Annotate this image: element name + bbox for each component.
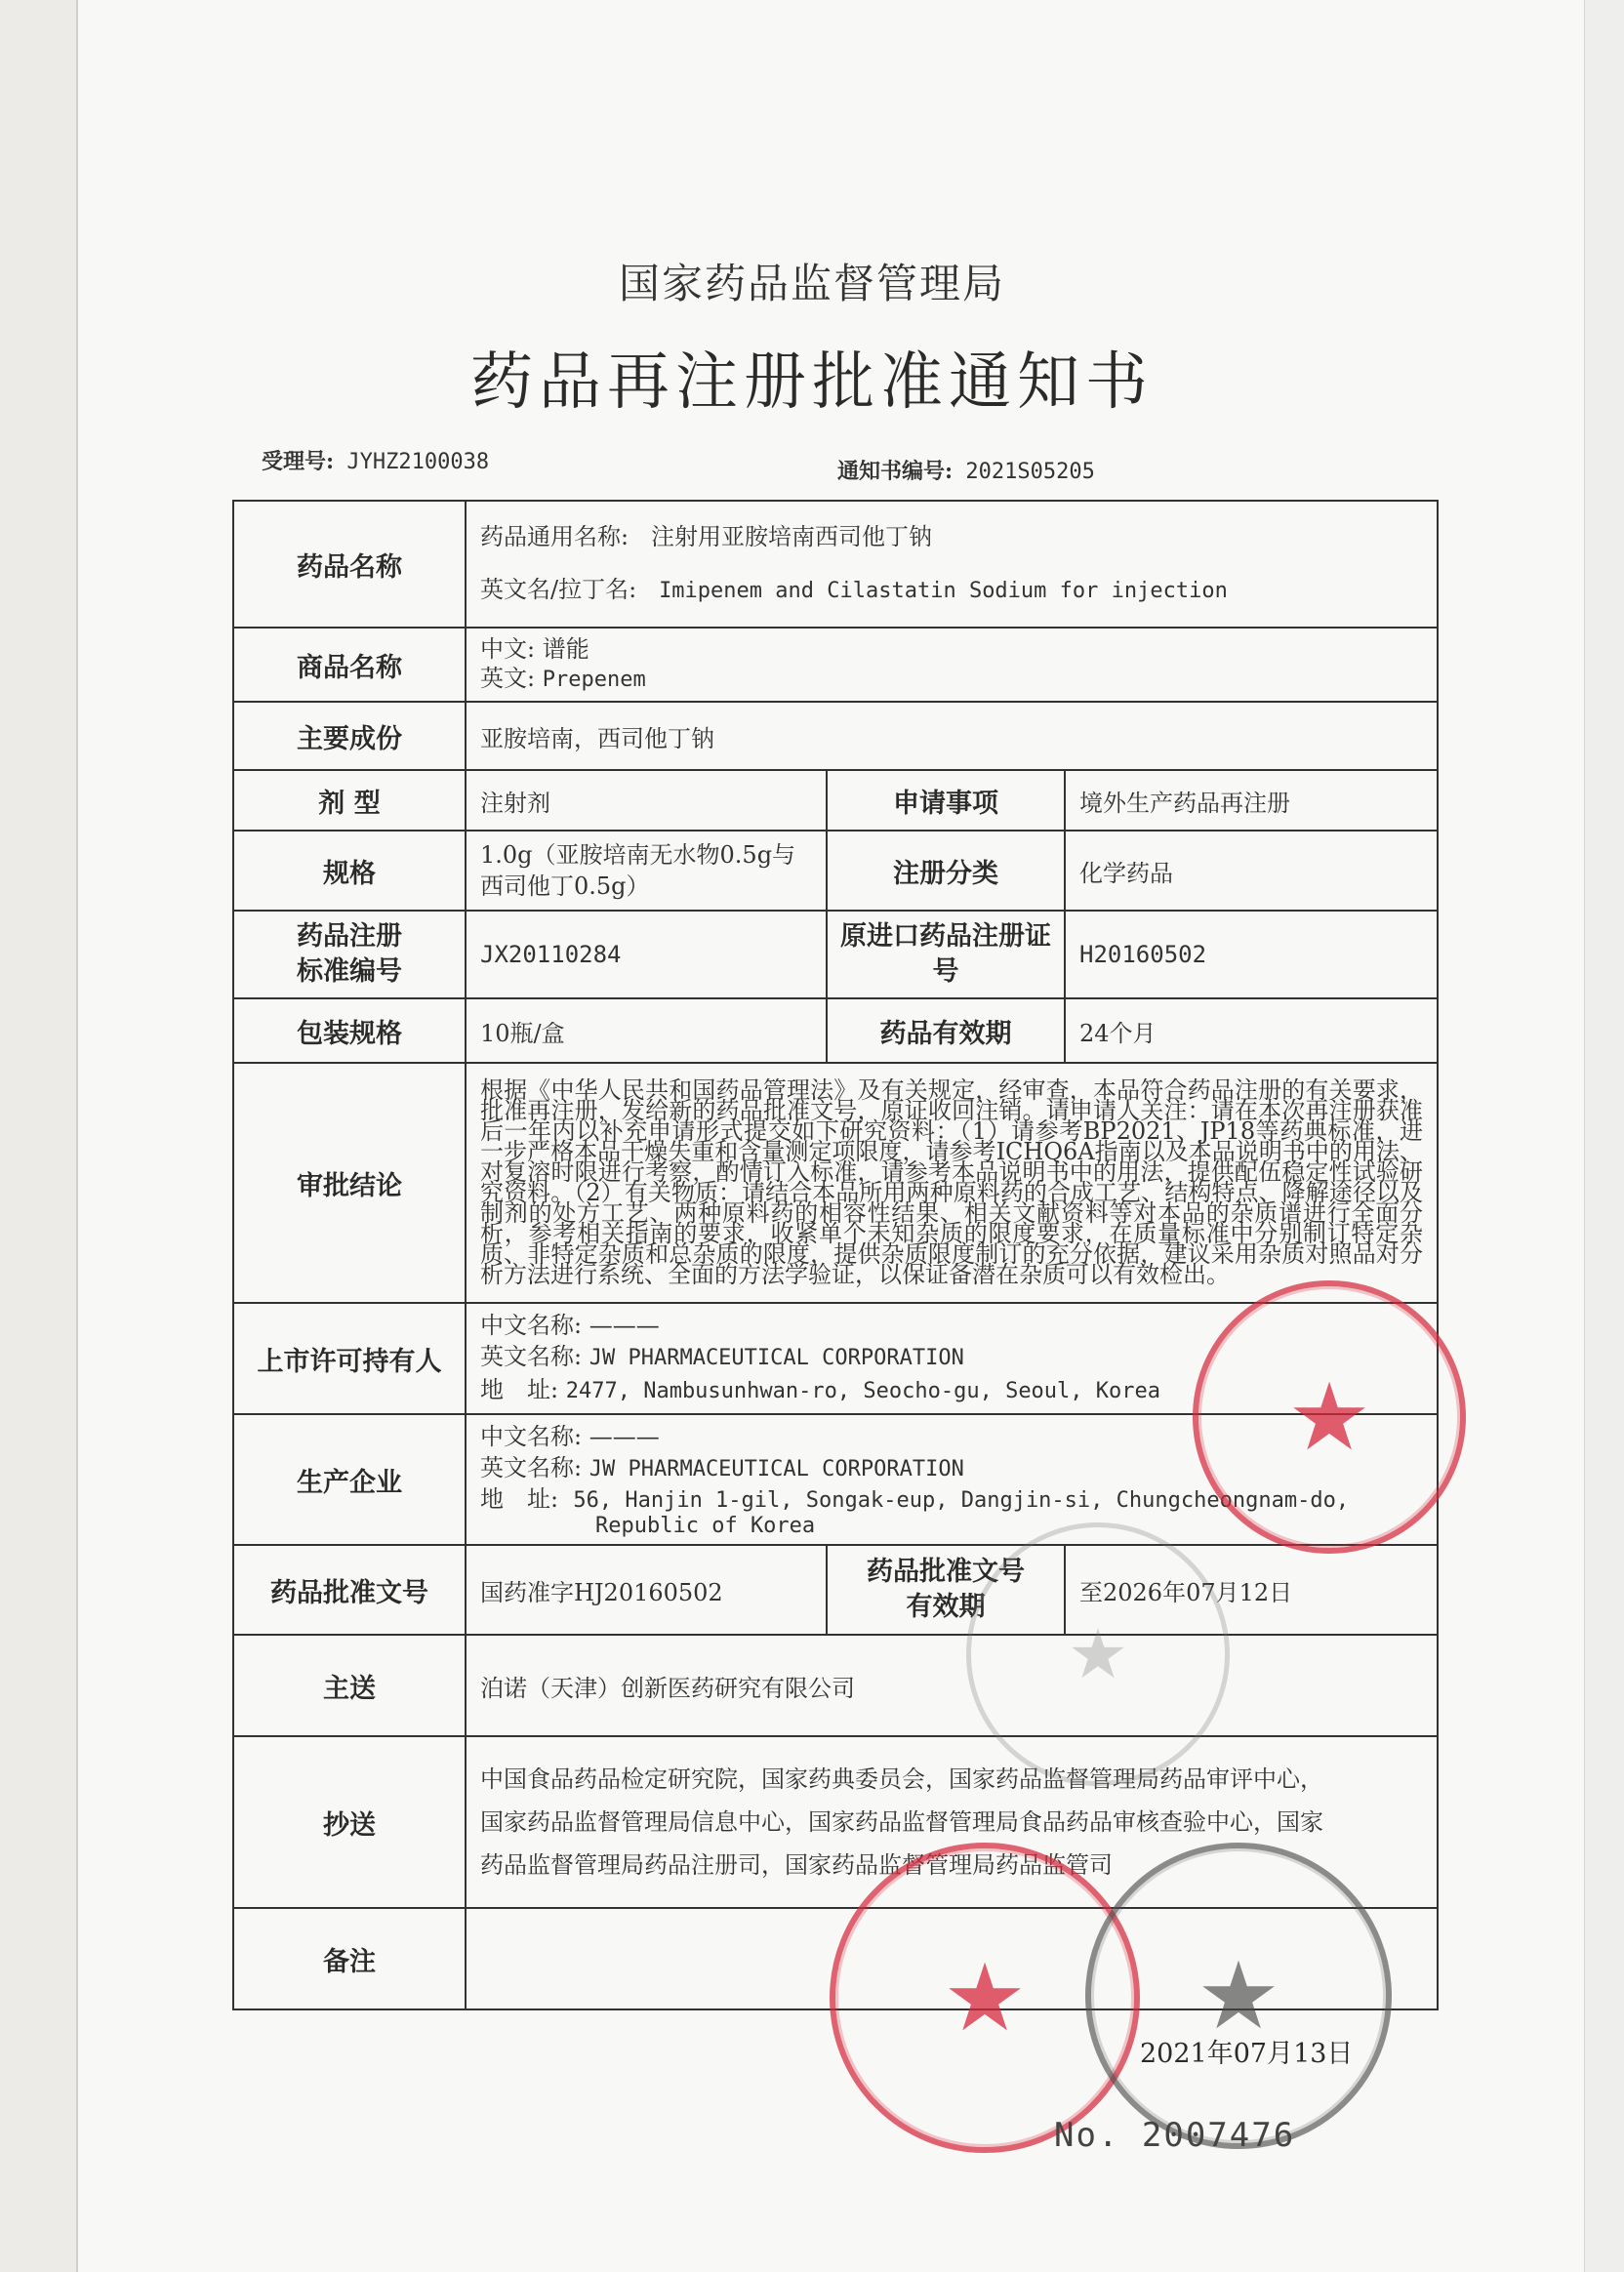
holder-addr-label: 地 址:	[480, 1376, 559, 1403]
approval-validity-label-1: 药品批准文号	[867, 1557, 1025, 1587]
mfr-addr-line-2: Republic of Korea	[595, 1514, 816, 1538]
orig-import-value: H20160502	[1065, 911, 1438, 998]
dosage-form-label: 剂 型	[233, 770, 466, 831]
row-trade-name	[233, 628, 1438, 702]
reg-category-value: 化学药品	[1065, 831, 1438, 911]
validity-value: 24个月	[1065, 998, 1438, 1063]
spec-cell	[466, 831, 827, 911]
authority-registration-seal	[1085, 1843, 1392, 2149]
holder-cn-value: ———	[589, 1312, 660, 1339]
trade-name-label: 商品名称	[233, 628, 466, 702]
serial-number: No. 2007476	[1054, 2116, 1296, 2155]
notice-label: 通知书编号:	[837, 459, 954, 484]
issuing-authority: 国家药品监督管理局	[618, 260, 1005, 307]
cc-line-3: 药品监督管理局药品注册司，国家药品监督管理局药品监管司	[480, 1851, 1113, 1879]
mfr-addr-label: 地 址:	[480, 1485, 559, 1513]
drug-name-cell	[466, 501, 1438, 628]
holder-en-value: JW PHARMACEUTICAL CORPORATION	[589, 1346, 964, 1370]
orig-import-label-2: 号	[932, 956, 959, 987]
packaging-label: 包装规格	[233, 998, 466, 1063]
issue-date: 2021年07月13日	[1140, 2039, 1354, 2069]
seal-star-icon: ★	[1286, 1362, 1372, 1472]
english-name-label: 英文名/拉丁名:	[480, 576, 637, 603]
generic-name-value: 注射用亚胺培南西司他丁钠	[650, 523, 932, 550]
trade-en-label: 英文:	[480, 665, 536, 692]
seal-star-icon: ★	[1196, 1941, 1281, 2050]
english-name-value: Imipenem and Cilastatin Sodium for injection	[659, 579, 1228, 603]
row-dosage-form	[233, 770, 1438, 831]
spec-line-1: 1.0g（亚胺培南无水物0.5g与	[480, 841, 796, 869]
manufacturer-label: 生产企业	[233, 1414, 466, 1545]
row-packaging	[233, 998, 1438, 1063]
orig-import-label-1: 原进口药品注册证	[840, 921, 1051, 952]
std-no-label-2: 标准编号	[297, 956, 402, 987]
seal-star-icon: ★	[942, 1943, 1028, 2052]
trade-cn-value: 谱能	[542, 635, 589, 663]
mfr-addr-line-1: 56, Hanjin 1-gil, Songak-eup, Dangjin-si, Chungcheongnam-do,	[573, 1488, 1350, 1513]
holder-addr-value: 2477, Nambusunhwan-ro, Seocho-gu, Seoul, Korea	[565, 1379, 1161, 1403]
holder-en-label: 英文名称:	[480, 1343, 583, 1370]
reg-category-label: 注册分类	[827, 831, 1065, 911]
trade-name-cell	[466, 628, 1438, 702]
mfr-en-label: 英文名称:	[480, 1454, 583, 1481]
row-conclusion	[233, 1063, 1438, 1303]
trade-cn-label: 中文:	[480, 635, 536, 663]
validity-label: 药品有效期	[827, 998, 1065, 1063]
spec-label: 规格	[233, 831, 466, 911]
holder-cn-label: 中文名称:	[480, 1312, 583, 1339]
faint-seal-middle	[966, 1522, 1230, 1786]
approval-table	[232, 500, 1439, 2010]
trade-en-value: Prepenem	[542, 668, 646, 692]
company-seal-top-right	[1193, 1280, 1466, 1554]
conclusion-label: 审批结论	[233, 1063, 466, 1303]
approval-no-label: 药品批准文号	[233, 1545, 466, 1635]
conclusion-text: 根据《中华人民共和国药品管理法》及有关规定，经审查，本品符合药品注册的有关要求，批准再注册，发给新的药品批准文号，原证收回注销。请申请人关注：请在本次再注册获准后一年内以补充申请形式提交如下研究资料：（1）请参考BP2021、JP18等药典标准，进一步严格本品干燥失重和含量测定项限度，请参考ICHQ6A指南以及本品说明书中的用法、对复溶时限进行考察，酌情订入标准，请参考本品说明书中的用法，提供配伍稳定性试验研究资料。（2）有关物质：请结合本品所用两种原料药的合成工艺、结构特点、降解途径以及制剂的处方工艺、两种原料药的相容性结果、相关文献资料等对本品的杂质谱进行全面分析，参考相关指南的要求，收紧单个未知杂质的限度要求，在质量标准中分别制订特定杂质、非特定杂质和总杂质的限度，提供杂质限度制订的充分依据，建议采用杂质对照品对分析方法进行系统、全面的方法学验证，以保证备潜在杂质可以有效检出。	[466, 1063, 1438, 1303]
remarks-label: 备注	[233, 1908, 466, 2009]
generic-name-label: 药品通用名称:	[480, 523, 629, 550]
spec-line-2: 西司他丁0.5g）	[480, 872, 650, 900]
drug-name-label: 药品名称	[233, 501, 466, 628]
seal-star-icon: ★	[1067, 1614, 1129, 1694]
orig-import-label	[827, 911, 1065, 998]
notice-value: 2021S05205	[965, 460, 1095, 484]
cc-label: 抄送	[233, 1736, 466, 1908]
document-title: 药品再注册批准通知书	[470, 346, 1154, 419]
send-to-value: 泊诺（天津）创新医药研究有限公司	[466, 1635, 1438, 1736]
row-approval-number	[233, 1545, 1438, 1635]
mfr-cn-value: ———	[589, 1423, 660, 1450]
row-ingredients	[233, 702, 1438, 770]
cc-line-2: 国家药品监督管理局信息中心，国家药品监督管理局食品药品审核查验中心，国家	[480, 1808, 1323, 1836]
row-standard-number	[233, 911, 1438, 998]
ingredients-label: 主要成份	[233, 702, 466, 770]
std-no-label-1: 药品注册	[297, 921, 402, 952]
approval-no-value: 国药准字HJ20160502	[466, 1545, 827, 1635]
ingredients-value: 亚胺培南，西司他丁钠	[466, 702, 1438, 770]
packaging-value: 10瓶/盒	[466, 998, 827, 1063]
mfr-en-value: JW PHARMACEUTICAL CORPORATION	[589, 1457, 964, 1481]
send-to-label: 主送	[233, 1635, 466, 1736]
row-drug-name	[233, 501, 1438, 628]
acceptance-value: JYHZ2100038	[346, 450, 490, 474]
cc-line-1: 中国食品药品检定研究院，国家药典委员会，国家药品监督管理局药品审评中心，	[480, 1765, 1323, 1793]
mfr-cn-label: 中文名称:	[480, 1423, 583, 1450]
dosage-form-value: 注射剂	[466, 770, 827, 831]
acceptance-label: 受理号:	[262, 449, 335, 474]
std-no-value: JX20110284	[466, 911, 827, 998]
acceptance-number	[262, 445, 489, 475]
application-label: 申请事项	[827, 770, 1065, 831]
std-no-label	[233, 911, 466, 998]
approval-validity-value: 至2026年07月12日	[1065, 1545, 1438, 1635]
notice-number	[837, 455, 1095, 485]
application-value: 境外生产药品再注册	[1065, 770, 1438, 831]
approval-validity-label-2: 有效期	[906, 1592, 986, 1622]
row-send-to	[233, 1635, 1438, 1736]
row-spec	[233, 831, 1438, 911]
holder-label: 上市许可持有人	[233, 1303, 466, 1414]
